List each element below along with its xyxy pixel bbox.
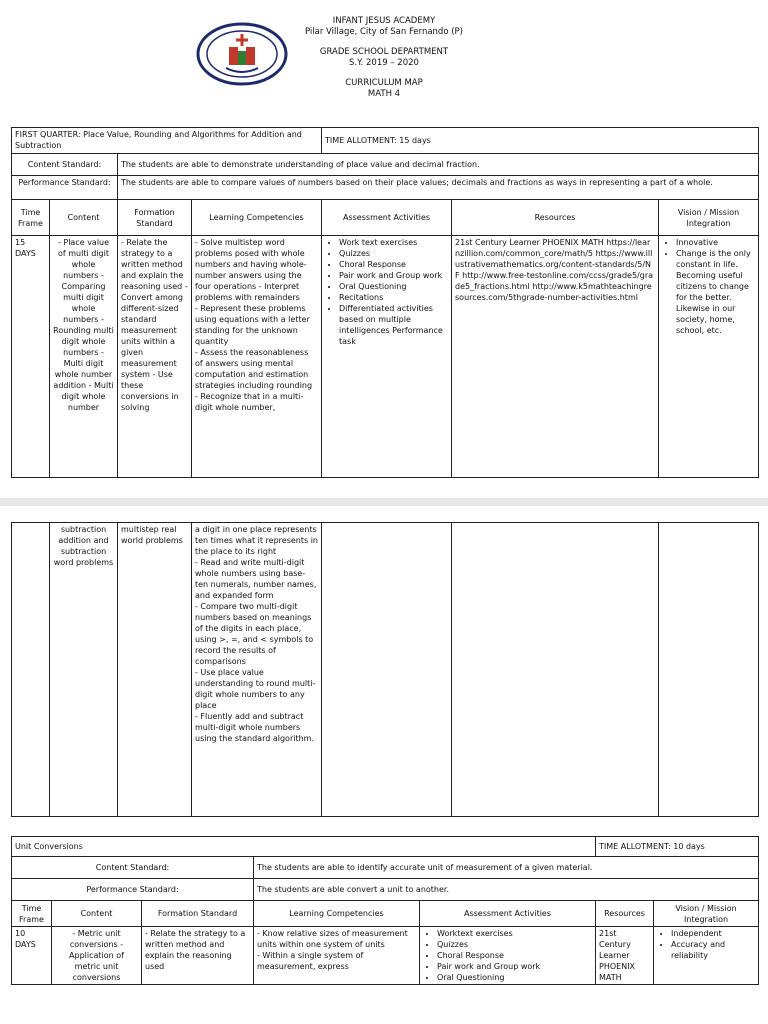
list-item: • Pair work and Group work bbox=[339, 270, 448, 281]
list-item: • Quizzes bbox=[339, 248, 448, 259]
col-header-content: Content bbox=[50, 200, 118, 236]
list-item: • Recitations bbox=[339, 292, 448, 303]
list-item: • Choral Response bbox=[437, 950, 592, 961]
col-header-resources: Resources bbox=[596, 901, 654, 927]
list-item: • Quizzes bbox=[437, 939, 592, 950]
school-address: Pilar Village, City of San Fernando (P) bbox=[304, 27, 463, 37]
assessment-cell bbox=[322, 236, 452, 478]
performance-standard-text: The students are able convert a unit to another. bbox=[254, 879, 759, 901]
unit-conversions-table bbox=[11, 836, 759, 985]
col-header-formation: Formation Standard bbox=[118, 200, 192, 236]
resources-cell: 21st Century Learner PHOENIX MATH bbox=[596, 927, 654, 985]
list-item: • Work text exercises bbox=[339, 237, 448, 248]
resources-cell: 21st Century Learner PHOENIX MATH https://learnzillion.com/common_core/math/5 https://www.illustrativemathematics.org/content-standards/5/NF http://www.free-testonline.com/ccss/grade5/grade5_fractions.html http://www.k5mathteachingresources.com/5thgrade-number-activities.html bbox=[452, 236, 659, 478]
vision-list bbox=[662, 237, 755, 336]
list-item: • Differentiated activities based on multiple intelligences Performance task bbox=[339, 303, 448, 347]
vision-list bbox=[657, 928, 755, 961]
list-item: • Independent bbox=[671, 928, 755, 939]
department: GRADE SCHOOL DEPARTMENT bbox=[319, 47, 449, 57]
list-item: • Oral Questioning bbox=[339, 281, 448, 292]
col-header-assessment: Assessment Activities bbox=[322, 200, 452, 236]
school-name: INFANT JESUS ACADEMY bbox=[332, 16, 436, 26]
list-item: • Oral Questioning bbox=[437, 972, 592, 983]
quarter-title: FIRST QUARTER: Place Value, Rounding and Algorithms for Addition and Subtraction bbox=[12, 128, 322, 154]
vision-cell bbox=[654, 927, 759, 985]
quarter-1-continued-table bbox=[11, 522, 759, 817]
time-frame-cell: 10 DAYS bbox=[12, 927, 52, 985]
col-header-formation: Formation Standard bbox=[142, 901, 254, 927]
col-header-vision: Vision / Mission Integration bbox=[654, 901, 759, 927]
col-header-resources: Resources bbox=[452, 200, 659, 236]
content-standard-label: Content Standard: bbox=[12, 857, 254, 879]
competencies-cell: - Know relative sizes of measurement units within one system of units - Within a single system of measurement, express bbox=[254, 927, 420, 985]
page-3 bbox=[0, 820, 768, 1024]
col-header-time-frame: Time Frame bbox=[12, 901, 52, 927]
list-item: • Innovative bbox=[676, 237, 755, 248]
document-title: CURRICULUM MAP bbox=[345, 78, 423, 88]
time-allotment: TIME ALLOTMENT: 15 days bbox=[322, 128, 759, 154]
assessment-list bbox=[423, 928, 592, 983]
competencies-cell: - Solve multistep word problems posed with whole numbers and having whole-number answers using the four operations - Interpret problems with remainders - Represent these problems using equations with a letter standing for the unknown quantity - Assess the reasonableness of answers using mental computation and estimation strategies including rounding - Recognize that in a multi-digit whole number, bbox=[192, 236, 322, 478]
content-standard-label: Content Standard: bbox=[12, 154, 118, 176]
page-2 bbox=[0, 506, 768, 816]
col-header-competencies: Learning Competencies bbox=[192, 200, 322, 236]
list-item: • Worktext exercises bbox=[437, 928, 592, 939]
vision-cell bbox=[659, 523, 759, 817]
unit-title: Unit Conversions bbox=[12, 837, 596, 857]
time-frame-cell bbox=[12, 523, 50, 817]
page-1 bbox=[0, 0, 768, 498]
performance-standard-text: The students are able to compare values of numbers based on their place values; decimals and fractions as ways in representing a part of a whole. bbox=[118, 176, 759, 200]
document-header bbox=[0, 16, 768, 100]
content-standard-text: The students are able to identify accurate unit of measurement of a given material. bbox=[254, 857, 759, 879]
list-item: • Change is the only constant in life. Becoming useful citizens to change for the better. Likewise in our society, home, school, etc. bbox=[676, 248, 755, 336]
competencies-cell: a digit in one place represents ten times what it represents in the place to its right - Read and write multi-digit whole numbers using base-ten numerals, number names, and expanded form - Compare two multi-digit numbers based on meanings of the digits in each place, using >, =, and < symbols to record the results of comparisons - Use place value understanding to round multi-digit whole numbers to any place - Fluently add and subtract multi-digit whole numbers using the standard algorithm. bbox=[192, 523, 322, 817]
quarter-1-table bbox=[11, 127, 759, 478]
performance-standard-label: Performance Standard: bbox=[12, 879, 254, 901]
list-item: • Pair work and Group work bbox=[437, 961, 592, 972]
assessment-cell bbox=[420, 927, 596, 985]
col-header-content: Content bbox=[52, 901, 142, 927]
assessment-list bbox=[325, 237, 448, 347]
content-cell: - Place value of multi digit whole numbers - Comparing multi digit whole numbers - Rounding multi digit whole numbers - Multi digit whole number addition - Multi digit whole number bbox=[50, 236, 118, 478]
content-cell: - Metric unit conversions - Application of metric unit conversions bbox=[52, 927, 142, 985]
formation-cell: - Relate the strategy to a written method and explain the reasoning used - Convert among different-sized standard measurement units within a given measurement system - Use these conversions in solving bbox=[118, 236, 192, 478]
assessment-cell bbox=[322, 523, 452, 817]
col-header-time-frame: Time Frame bbox=[12, 200, 50, 236]
content-cell: subtraction addition and subtraction word problems bbox=[50, 523, 118, 817]
list-item: • Choral Response bbox=[339, 259, 448, 270]
formation-cell: multistep real world problems bbox=[118, 523, 192, 817]
col-header-assessment: Assessment Activities bbox=[420, 901, 596, 927]
formation-cell: - Relate the strategy to a written method and explain the reasoning used bbox=[142, 927, 254, 985]
time-allotment: TIME ALLOTMENT: 10 days bbox=[596, 837, 759, 857]
school-year: S.Y. 2019 – 2020 bbox=[349, 58, 419, 68]
page-separator bbox=[0, 498, 768, 506]
time-frame-cell: 15 DAYS bbox=[12, 236, 50, 478]
list-item: • Accuracy and reliability bbox=[671, 939, 755, 961]
content-standard-text: The students are able to demonstrate understanding of place value and decimal fraction. bbox=[118, 154, 759, 176]
col-header-vision: Vision / Mission Integration bbox=[659, 200, 759, 236]
col-header-competencies: Learning Competencies bbox=[254, 901, 420, 927]
resources-cell bbox=[452, 523, 659, 817]
subject: MATH 4 bbox=[367, 89, 401, 99]
vision-cell bbox=[659, 236, 759, 478]
performance-standard-label: Performance Standard: bbox=[12, 176, 118, 200]
